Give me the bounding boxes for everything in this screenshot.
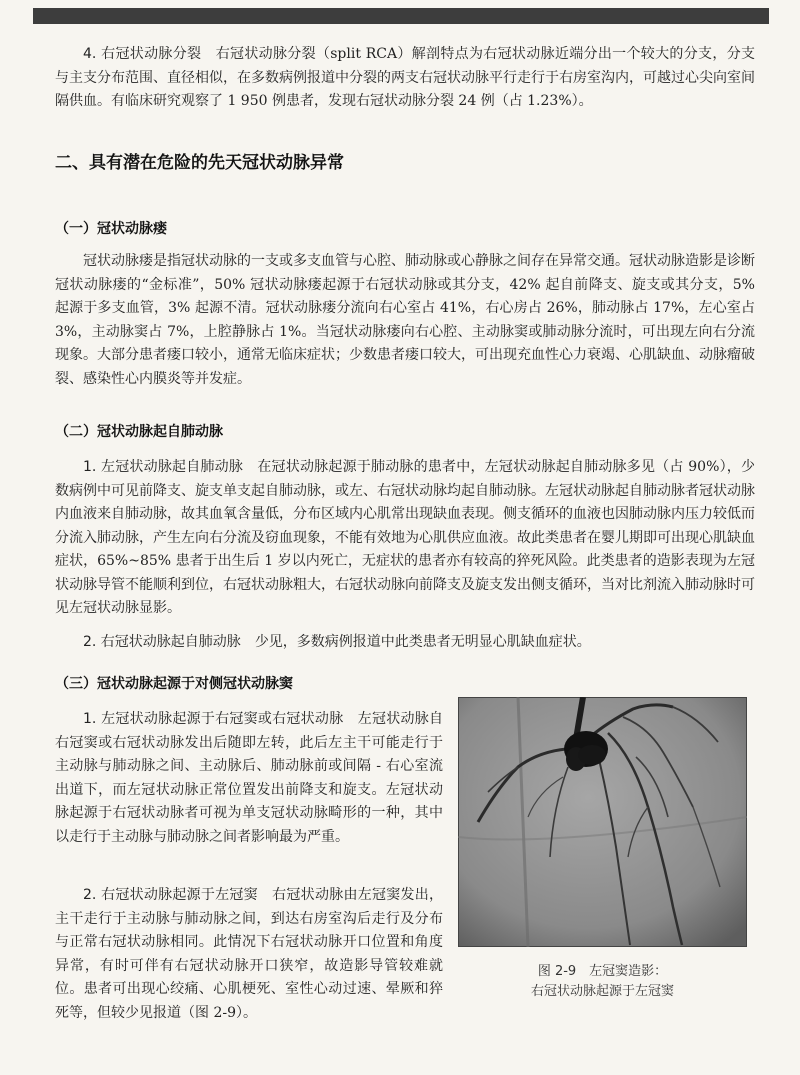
subsection-title-pulmonary-origin: （二）冠状动脉起自肺动脉 xyxy=(55,424,223,440)
paragraph-text: 少见，多数病例报道中此类患者无明显心肌缺血症状。 xyxy=(254,634,591,650)
figure-caption-line-2: 右冠状动脉起源于左冠窦 xyxy=(530,984,674,999)
paragraph-rca-split xyxy=(55,43,755,114)
paragraph-lca-from-pa xyxy=(55,456,755,621)
paragraph-lead: 2. 右冠状动脉起自肺动脉 xyxy=(83,634,241,650)
page-header-bar xyxy=(33,8,769,24)
angiography-figure xyxy=(458,697,747,947)
paragraph-fistula: 冠状动脉瘘是指冠状动脉的一支或多支血管与心腔、肺动脉或心静脉之间存在异常交通。冠状动脉造影是诊断冠状动脉瘘的“金标准”，50% 冠状动脉瘘起源于右冠状动脉或其分支，42% 起自前降支、旋支或其分支，5% 起源于多支血管，3% 起源不清。冠状动脉瘘分流向右心室占 41%，右心房占 26%，肺动脉占 17%，左心室占 3%，主动脉窦占 7%，上腔静脉占 1%。当冠状动脉瘘向右心腔、主动脉窦或肺动脉分流时，可出现左向右分流现象。大部分患者瘘口较小，通常无临床症状；少数患者瘘口较大，可出现充血性心力衰竭、心肌缺血、动脉瘤破裂、感染性心内膜炎等并发症。 xyxy=(55,253,755,387)
paragraph-text: 右冠状动脉分裂（split RCA）解剖特点为右冠状动脉近端分出一个较大的分支，分支与主支分布范围、直径相似，在多数病例报道中分裂的两支右冠状动脉平行走行于右房室沟内，可越过心尖向室间隔供血。有临床研究观察了 1 950 例患者，发现右冠状动脉分裂 24 例（占 1.23%）。 xyxy=(55,46,756,109)
paragraph-rca-from-pa xyxy=(55,631,755,655)
subsection-title-opposite-sinus: （三）冠状动脉起源于对侧冠状动脉窦 xyxy=(55,676,293,692)
paragraph-lca-from-right-sinus xyxy=(55,708,443,849)
figure-caption-line-1: 图 2-9 左冠窦造影： xyxy=(537,964,668,979)
paragraph-text: 在冠状动脉起源于肺动脉的患者中，左冠状动脉起自肺动脉多见（占 90%），少数病例中可见前降支、旋支单支起自肺动脉，或左、右冠状动脉均起自肺动脉。左冠状动脉起自肺动脉者冠状动脉内血液来自肺动脉，故其血氧含量低，分布区域内心肌常出现缺血表现。侧支循环的血液也因肺动脉内压力较低而分流入肺动脉，产生左向右分流及窃血现象，不能有效地为心肌供应血液。故此类患者在婴儿期即可出现心肌缺血症状，65%~85% 患者于出生后 1 岁以内死亡，无症状的患者亦有较高的猝死风险。此类患者的造影表现为左冠状动脉导管不能顺利到位，右冠状动脉粗大，右冠状动脉向前降支及旋支发出侧支循环，当对比剂流入肺动脉时可见左冠状动脉显影。 xyxy=(55,459,755,616)
paragraph-text: 右冠状动脉由左冠窦发出，主干走行于主动脉与肺动脉之间，到达右房室沟后走行及分布与正常右冠状动脉相同。此情况下右冠状动脉开口位置和角度异常，有时可伴有右冠状动脉开口狭窄，故造影导管较难就位。患者可出现心绞痛、心肌梗死、室性心动过速、晕厥和猝死等，但较少见报道（图 2-9）。 xyxy=(55,887,444,1021)
paragraph-lead: 2. 右冠状动脉起源于左冠窦 xyxy=(83,887,258,903)
section-title: 二、具有潜在危险的先天冠状动脉异常 xyxy=(55,153,344,173)
subsection-title-fistula: （一）冠状动脉瘘 xyxy=(55,221,167,237)
paragraph-lead: 1. 左冠状动脉起源于右冠窦或右冠状动脉 xyxy=(83,711,344,727)
paragraph-rca-from-left-sinus xyxy=(55,884,443,1025)
paragraph-lead: 1. 左冠状动脉起自肺动脉 xyxy=(83,459,244,475)
paragraph-text: 左冠状动脉自右冠窦或右冠状动脉发出后随即左转，此后左主干可能走行于主动脉与肺动脉之间、主动脉后、肺动脉前或间隔 - 右心室流出道下，而左冠状动脉正常位置发出前降支和旋支。左冠状动脉起源于右冠状动脉者可视为单支冠状动脉畸形的一种，其中以走行于主动脉与肺动脉之间者影响最为严重。 xyxy=(55,711,444,845)
angiography-image xyxy=(458,697,747,947)
paragraph-lead: 4. 右冠状动脉分裂 xyxy=(83,46,202,62)
